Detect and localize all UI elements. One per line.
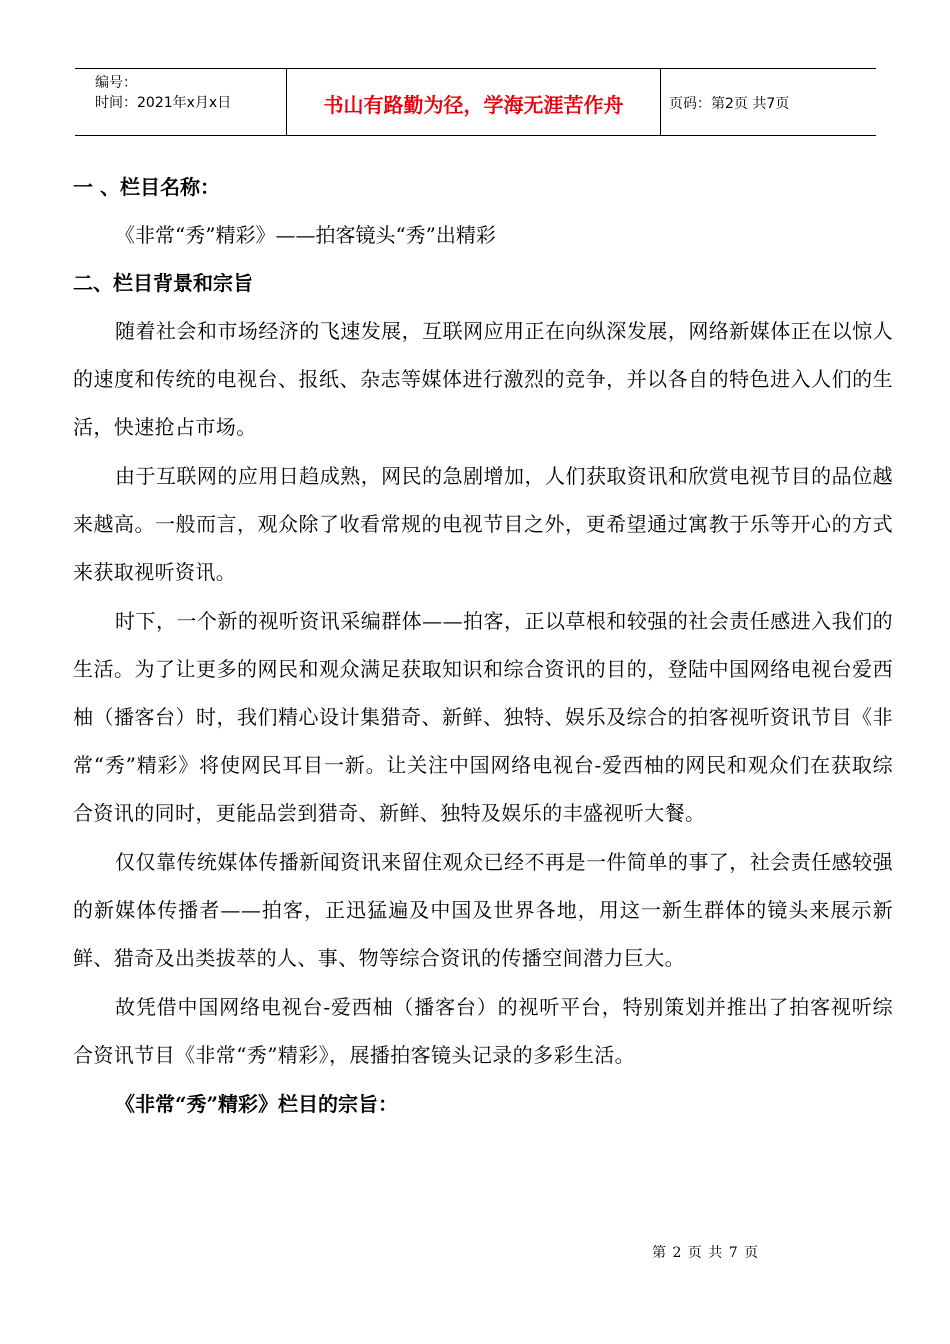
paragraph: 仅仅靠传统媒体传播新闻资讯来留住观众已经不再是一件简单的事了，社会责任感较强的新媒体传播者——拍客，正迅猛遍及中国及世界各地，用这一新生群体的镜头来展示新鲜、猎奇及出类拔萃的人、事、物等综合资讯的传播空间潜力巨大。 xyxy=(73,850,893,970)
header-motto-cell xyxy=(287,69,661,135)
paragraph: 由于互联网的应用日趋成熟，网民的急剧增加，人们获取资讯和欣赏电视节目的品位越来越高。一般而言，观众除了收看常规的电视节目之外，更希望通过寓教于乐等开心的方式来获取视听资讯。 xyxy=(73,464,893,584)
page-label: 页码：第2页 共7页 xyxy=(669,96,790,112)
header-page-cell xyxy=(661,69,876,135)
section-heading-1: 一 、栏目名称： xyxy=(73,175,220,199)
header-meta-cell xyxy=(75,69,287,135)
paragraph: 故凭借中国网络电视台-爱西柚（播客台）的视听平台，特别策划并推出了拍客视听综合资讯节目《非常“秀”精彩》，展播拍客镜头记录的多彩生活。 xyxy=(73,995,893,1067)
page-footer: 第 2 页 共 7 页 xyxy=(652,1245,760,1261)
motto-text: 书山有路勤为径，学海无涯苦作舟 xyxy=(323,92,624,117)
purpose-heading: 《非常“秀”精彩》栏目的宗旨： xyxy=(115,1092,399,1116)
time-label: 时间：2021年x月x日 xyxy=(95,95,232,111)
program-title: 《非常“秀”精彩》——拍客镜头“秀”出精彩 xyxy=(115,223,496,247)
number-label: 编号： xyxy=(95,75,137,91)
paragraph: 时下，一个新的视听资讯采编群体——拍客，正以草根和较强的社会责任感进入我们的生活。为了让更多的网民和观众满足获取知识和综合资讯的目的，登陆中国网络电视台爱西柚（播客台）时，我们精心设计集猎奇、新鲜、独特、娱乐及综合的拍客视听资讯节目《非常“秀”精彩》将使网民耳目一新。让关注中国网络电视台-爱西柚的网民和观众们在获取综合资讯的同时，更能品尝到猎奇、新鲜、独特及娱乐的丰盛视听大餐。 xyxy=(73,609,893,825)
document-header xyxy=(75,68,876,136)
document-body xyxy=(73,163,893,1128)
paragraph: 随着社会和市场经济的飞速发展，互联网应用正在向纵深发展，网络新媒体正在以惊人的速度和传统的电视台、报纸、杂志等媒体进行激烈的竞争，并以各自的特色进入人们的生活，快速抢占市场。 xyxy=(73,319,893,439)
section-heading-2: 二、栏目背景和宗旨 xyxy=(73,271,253,295)
